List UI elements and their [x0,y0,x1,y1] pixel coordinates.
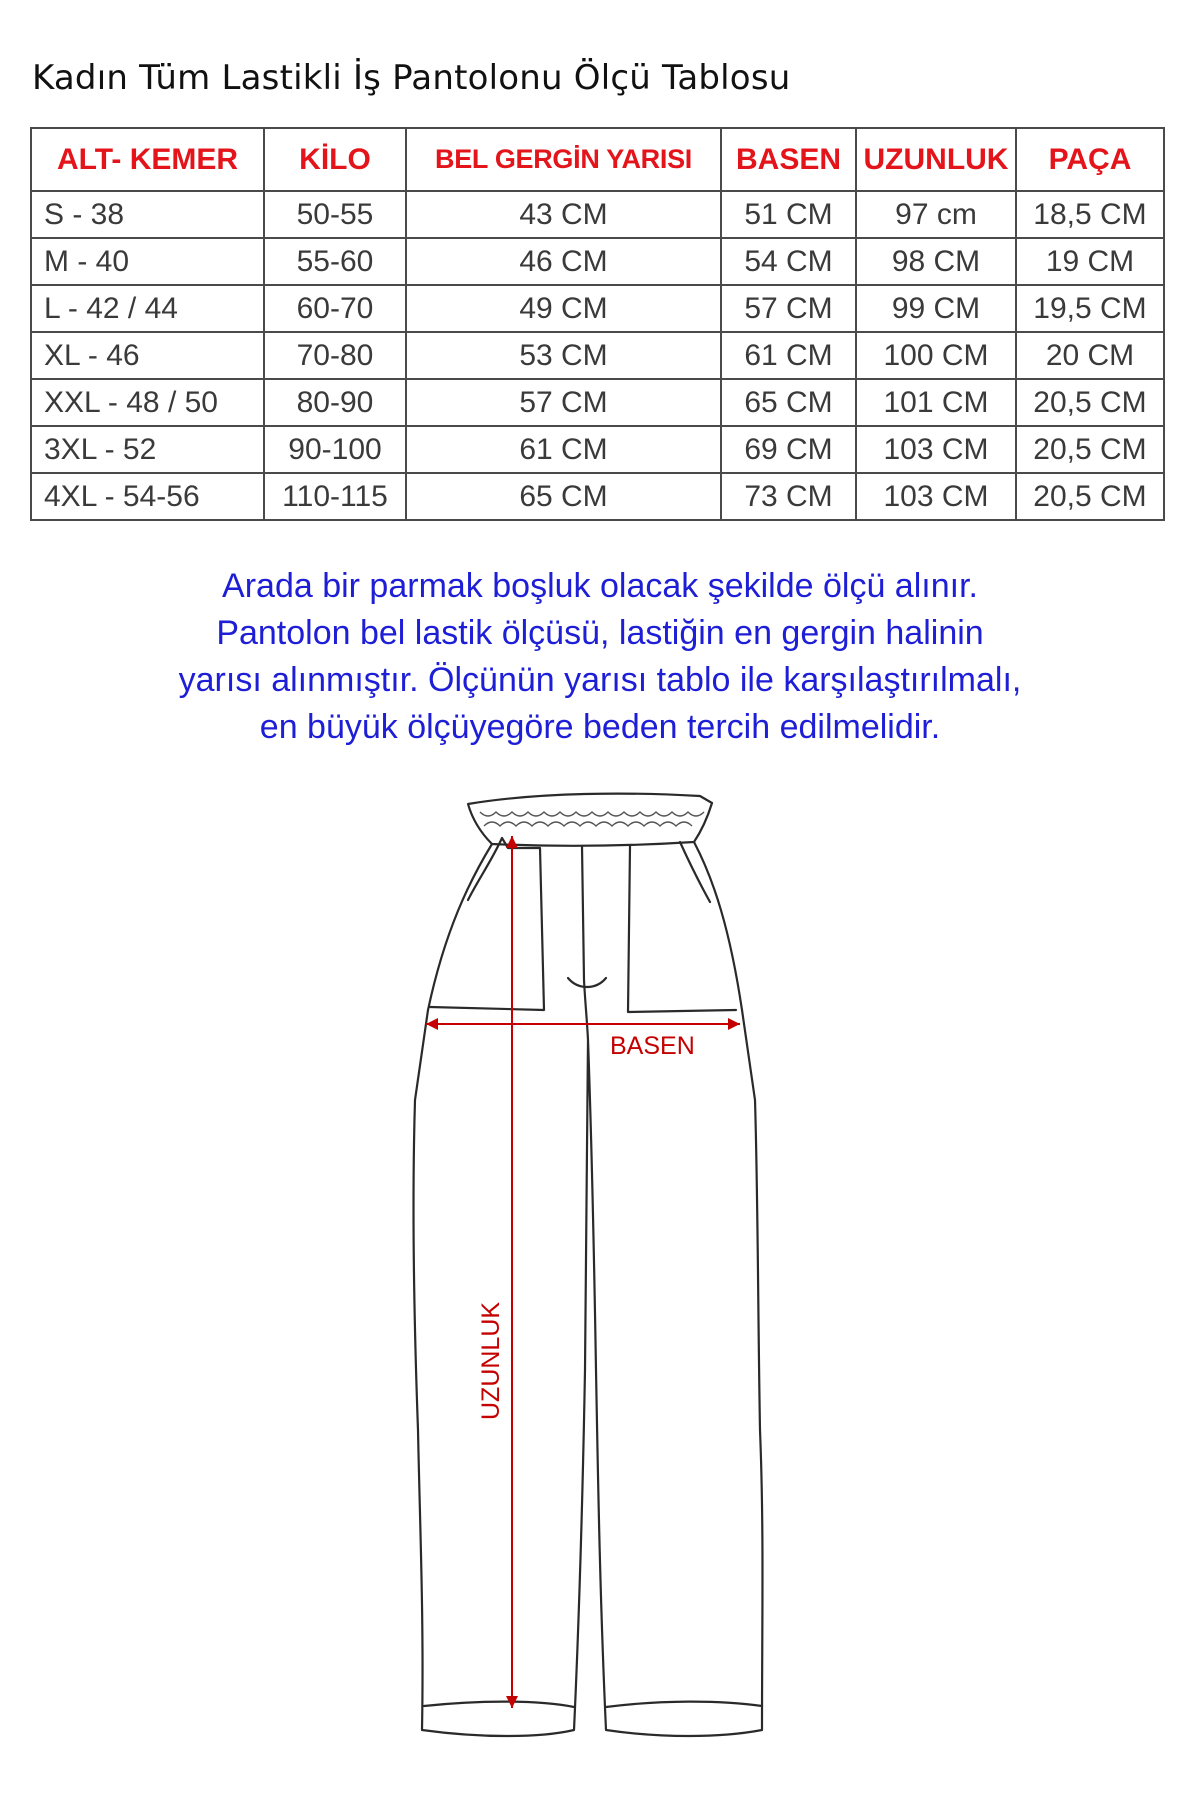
hem-cell: 19 CM [1016,238,1164,285]
waist-cell: 49 CM [406,285,721,332]
length-cell: 99 CM [856,285,1016,332]
trousers-outline [414,842,763,1736]
right-pocket [628,842,736,1012]
hem-cell: 18,5 CM [1016,191,1164,238]
waist-cell: 65 CM [406,473,721,520]
crotch-curve [568,978,606,987]
fly-line [582,846,588,1040]
hip-cell: 54 CM [721,238,856,285]
length-cell: 98 CM [856,238,1016,285]
instruction-line: en büyük ölçüyegöre beden tercih edilmelidir. [259,708,941,746]
instruction-line: yarısı alınmıştır. Ölçünün yarısı tablo ile karşılaştırılmalı, [178,661,1022,699]
weight-cell: 80-90 [264,379,406,426]
elastic-texture [480,812,704,826]
left-pocket [430,838,544,1010]
weight-cell: 70-80 [264,332,406,379]
hem-cell: 20,5 CM [1016,473,1164,520]
hem-cell: 20 CM [1016,332,1164,379]
size-cell: M - 40 [31,238,264,285]
instruction-line: Arada bir parmak boşluk olacak şekilde ölçü alınır. [222,567,978,605]
hip-cell: 51 CM [721,191,856,238]
waist-cell: 43 CM [406,191,721,238]
hip-cell: 61 CM [721,332,856,379]
waistband-outline [468,794,712,846]
length-cell: 101 CM [856,379,1016,426]
waist-cell: 61 CM [406,426,721,473]
size-cell: XXL - 48 / 50 [31,379,264,426]
waist-cell: 53 CM [406,332,721,379]
hem-cell: 20,5 CM [1016,379,1164,426]
weight-cell: 90-100 [264,426,406,473]
waist-cell: 57 CM [406,379,721,426]
weight-cell: 55-60 [264,238,406,285]
weight-cell: 60-70 [264,285,406,332]
header-basen: BASEN [721,128,856,191]
header-alt-kemer: ALT- KEMER [31,128,264,191]
size-cell: XL - 46 [31,332,264,379]
weight-cell: 50-55 [264,191,406,238]
length-label: UZUNLUK [477,1301,505,1420]
waist-cell: 46 CM [406,238,721,285]
size-cell: 3XL - 52 [31,426,264,473]
header-kilo: KİLO [264,128,406,191]
left-hem [424,1702,574,1707]
length-cell: 103 CM [856,426,1016,473]
header-paca: PAÇA [1016,128,1164,191]
header-uzunluk: UZUNLUK [856,128,1016,191]
header-bel-gergin-yarisi: BEL GERGİN YARISI [406,128,721,191]
hip-cell: 69 CM [721,426,856,473]
right-hem [606,1702,762,1707]
length-arrow-top [506,836,518,848]
hip-cell: 65 CM [721,379,856,426]
hip-arrow-left [426,1018,438,1030]
length-cell: 100 CM [856,332,1016,379]
weight-cell: 110-115 [264,473,406,520]
hip-cell: 57 CM [721,285,856,332]
hip-cell: 73 CM [721,473,856,520]
size-cell: 4XL - 54-56 [31,473,264,520]
length-cell: 103 CM [856,473,1016,520]
hem-cell: 20,5 CM [1016,426,1164,473]
hem-cell: 19,5 CM [1016,285,1164,332]
page-title: Kadın Tüm Lastikli İş Pantolonu Ölçü Tablosu [32,58,791,98]
instruction-line: Pantolon bel lastik ölçüsü, lastiğin en gergin halinin [216,614,984,652]
hip-arrow-right [728,1018,740,1030]
size-cell: S - 38 [31,191,264,238]
hip-label: BASEN [610,1032,695,1060]
length-cell: 97 cm [856,191,1016,238]
size-cell: L - 42 / 44 [31,285,264,332]
